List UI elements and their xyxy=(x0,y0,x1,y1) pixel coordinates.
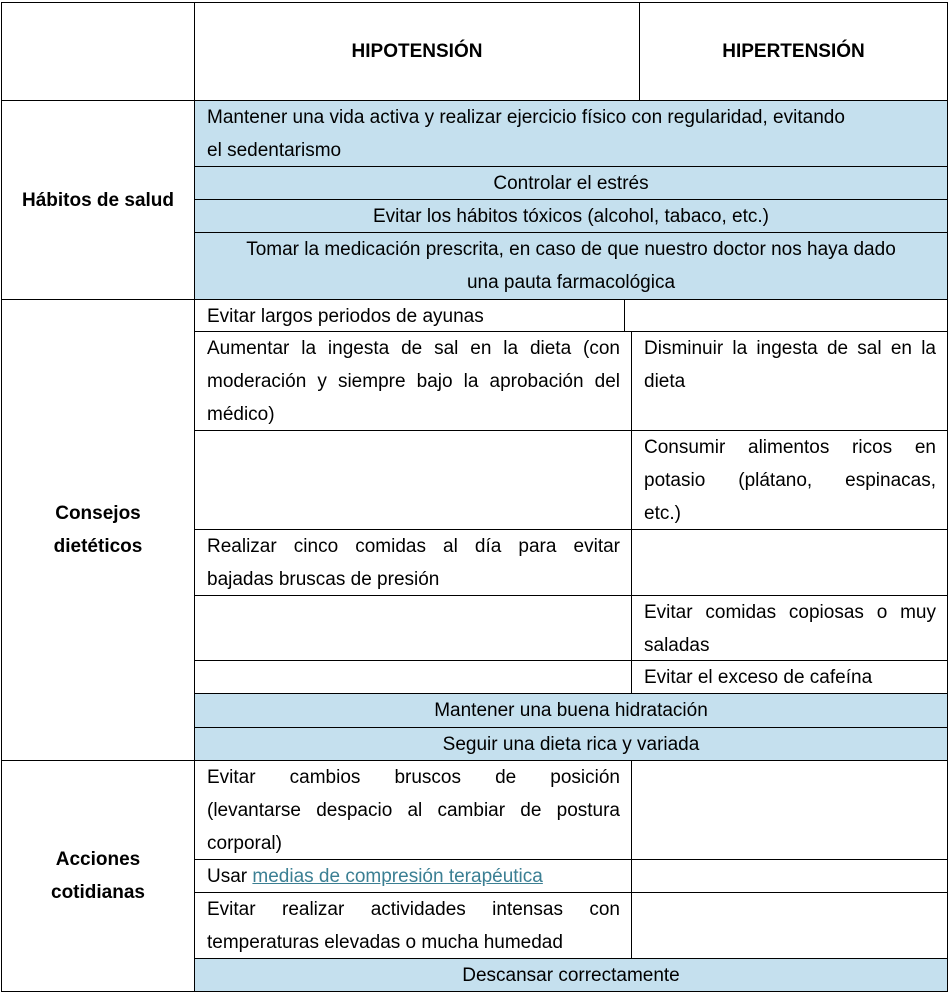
habitos-ejercicio-line1: Mantener una vida activa y realizar ejercicio físico con regularidad, evitando xyxy=(207,107,845,128)
consejos-r4-hiper-empty xyxy=(631,529,948,596)
acciones-r1-hipo: Evitar cambios bruscos de posición (levantarse despacio al cambiar de postura corporal) xyxy=(194,760,632,860)
consejos-r3-hipo-empty xyxy=(194,430,632,530)
header-hipotension xyxy=(194,2,640,101)
acciones-r3-hiper-empty xyxy=(631,892,948,959)
section-habitos-title: Hábitos de salud xyxy=(1,100,195,300)
habitos-row-ejercicio xyxy=(194,100,948,167)
consejos-r4-hipo: Realizar cinco comidas al día para evitar bajadas bruscas de presión xyxy=(194,529,632,596)
acciones-r2-hipo: Usar medias de compresión terapéutica xyxy=(194,859,632,893)
consejos-r5-hiper: Evitar comidas copiosas o muy saladas xyxy=(631,595,948,661)
header-hipertension xyxy=(639,2,948,101)
header-hipertension-label: HIPERTENSIÓN xyxy=(722,41,865,62)
consejos-r6-hiper: Evitar el exceso de cafeína xyxy=(631,660,948,694)
consejos-shared-dieta: Seguir una dieta rica y variada xyxy=(194,727,948,761)
habitos-ejercicio-line2: el sedentarismo xyxy=(207,140,342,161)
consejos-r2-hipo: Aumentar la ingesta de sal en la dieta (con moderación y siempre bajo la aprobación del médico) xyxy=(194,331,632,431)
habitos-row-medicacion: Tomar la medicación prescrita, en caso de que nuestro doctor nos haya dado una pauta farmacológica xyxy=(194,232,948,300)
consejos-r3-hiper: Consumir alimentos ricos en potasio (plátano, espinacas, etc.) xyxy=(631,430,948,530)
consejos-r1-hiper-empty xyxy=(624,299,948,332)
habitos-row-estres: Controlar el estrés xyxy=(194,166,948,200)
header-empty-cell xyxy=(1,2,195,101)
acciones-r1-hiper-empty xyxy=(631,760,948,860)
header-hipotension-label: HIPOTENSIÓN xyxy=(351,41,483,62)
consejos-r2-hiper: Disminuir la ingesta de sal en la dieta xyxy=(631,331,948,431)
section-consejos-title: Consejos dietéticos xyxy=(1,299,195,761)
consejos-r1-hipo: Evitar largos periodos de ayunas xyxy=(194,299,625,332)
acciones-r2-hiper-empty xyxy=(631,859,948,893)
medias-compresion-link[interactable]: medias de compresión terapéutica xyxy=(252,866,543,887)
consejos-r5-hipo-empty xyxy=(194,595,632,661)
habitos-row-toxicos: Evitar los hábitos tóxicos (alcohol, tabaco, etc.) xyxy=(194,199,948,233)
consejos-r6-hipo-empty xyxy=(194,660,632,694)
acciones-shared-descansar: Descansar correctamente xyxy=(194,958,948,992)
acciones-r3-hipo: Evitar realizar actividades intensas con temperaturas elevadas o mucha humedad xyxy=(194,892,632,959)
consejos-shared-hidratacion: Mantener una buena hidratación xyxy=(194,693,948,728)
section-acciones-title: Acciones cotidianas xyxy=(1,760,195,992)
